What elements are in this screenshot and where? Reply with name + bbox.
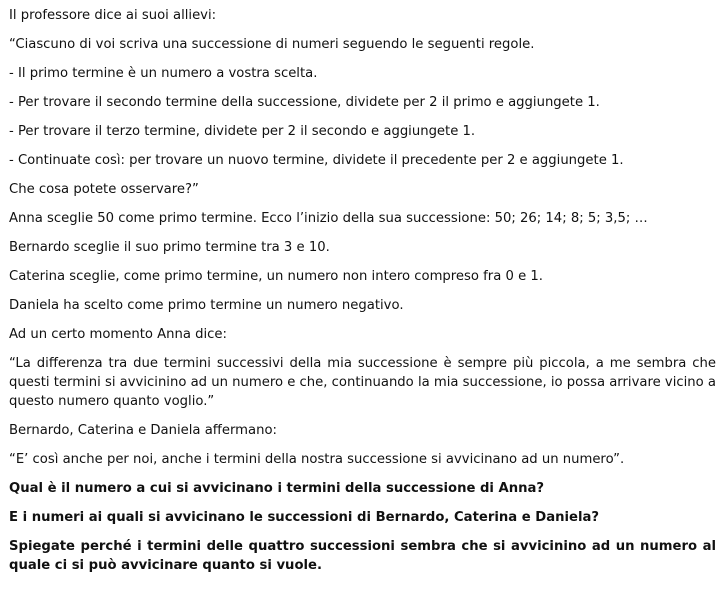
rule-3: - Per trovare il terzo termine, dividete per 2 il secondo e aggiungete 1. — [9, 124, 476, 139]
quote-open-line: “Ciascuno di voi scriva una successione di numeri seguendo le seguenti regole. — [9, 37, 535, 52]
rule-1: - Il primo termine è un numero a vostra scelta. — [9, 66, 318, 81]
anna-says-intro: Ad un certo momento Anna dice: — [9, 327, 227, 342]
bernardo-line: Bernardo sceglie il suo primo termine tra 3 e 10. — [9, 240, 330, 255]
rule-4: - Continuate così: per trovare un nuovo termine, dividete il precedente per 2 e aggiungete 1. — [9, 153, 624, 168]
rule-2: - Per trovare il secondo termine della successione, dividete per 2 il primo e aggiungete 1. — [9, 95, 600, 110]
daniela-line: Daniela ha scelto come primo termine un numero negativo. — [9, 298, 404, 313]
anna-quote: “La differenza tra due termini successivi della mia successione è sempre più piccola, a me sembra che questi termini si avvicinino ad un numero e che, continuando la mia successione, io possa arrivare vicino a questo numero quanto voglio.” — [9, 356, 716, 409]
others-quote: “E’ così anche per noi, anche i termini della nostra successione si avvicinano ad un numero”. — [9, 452, 625, 467]
others-intro: Bernardo, Caterina e Daniela affermano: — [9, 423, 277, 438]
anna-line: Anna sceglie 50 come primo termine. Ecco l’inizio della sua successione: 50; 26; 14; 8; 5; 3,5; … — [9, 211, 648, 226]
question-1: Qual è il numero a cui si avvicinano i termini della successione di Anna? — [9, 481, 545, 496]
quote-close-line: Che cosa potete osservare?” — [9, 182, 199, 197]
question-3: Spiegate perché i termini delle quattro successioni sembra che si avvicinino ad un numero al quale ci si può avvicinare quanto si vuole. — [9, 539, 716, 573]
caterina-line: Caterina sceglie, come primo termine, un numero non intero compreso fra 0 e 1. — [9, 269, 543, 284]
question-2: E i numeri ai quali si avvicinano le successioni di Bernardo, Caterina e Daniela? — [9, 510, 600, 525]
problem-text — [9, 6, 716, 575]
intro-line: Il professore dice ai suoi allievi: — [9, 8, 217, 23]
